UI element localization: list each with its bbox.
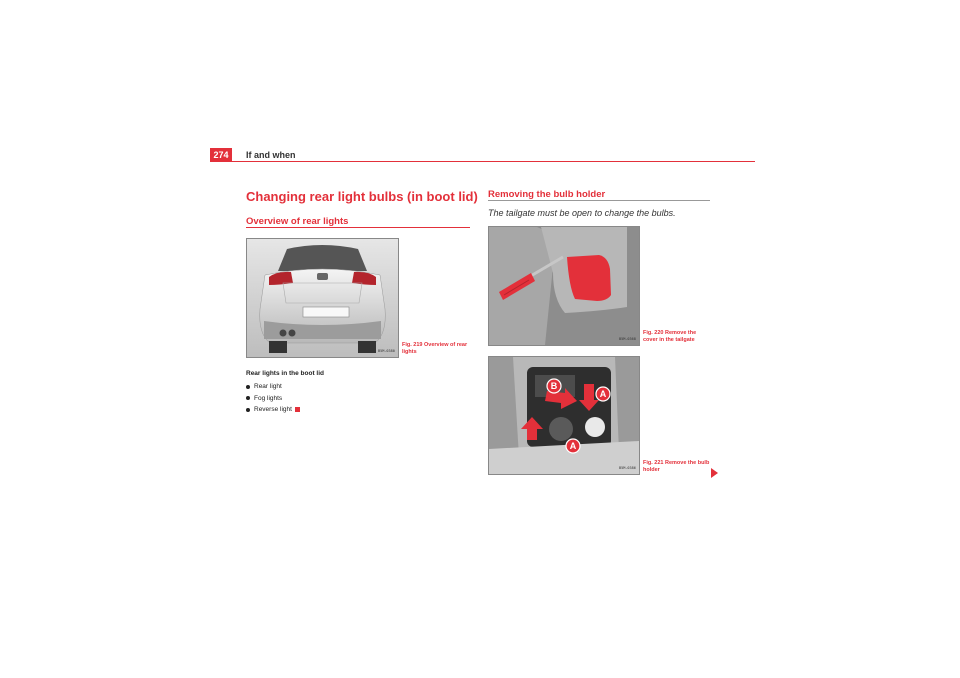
section-title-overview: Overview of rear lights xyxy=(246,216,349,227)
figure-221-caption: Fig. 221 Remove the bulb holder xyxy=(643,460,710,473)
svg-text:A: A xyxy=(569,441,577,451)
bullet-icon xyxy=(246,408,250,412)
bulb-holder-illustration xyxy=(489,357,639,474)
chapter-title: Changing rear light bulbs (in boot lid) xyxy=(246,189,478,204)
section-rule xyxy=(246,227,470,228)
figure-220-caption: Fig. 220 Remove the cover in the tailgate xyxy=(643,330,697,343)
list-item: Reverse light xyxy=(246,404,300,416)
figure-code: B5M-0386 xyxy=(619,466,636,470)
bullet-icon xyxy=(246,396,250,400)
list-item: Fog lights xyxy=(246,393,300,405)
section-title-bulb-holder: Removing the bulb holder xyxy=(488,189,606,200)
car-rear-illustration xyxy=(247,239,398,357)
figure-code: B5M-0380 xyxy=(378,349,395,353)
svg-text:B: B xyxy=(550,381,558,391)
figure-221 xyxy=(488,356,640,475)
list-item: Rear light xyxy=(246,381,300,393)
section-rule xyxy=(488,200,710,201)
header-rule xyxy=(210,161,755,162)
figure-220 xyxy=(488,226,640,346)
svg-text:A: A xyxy=(599,389,607,399)
figure-219-caption: Fig. 219 Overview of rear lights xyxy=(402,342,468,355)
section-end-icon xyxy=(295,407,300,412)
page-number: 274 xyxy=(210,148,232,162)
figure-219 xyxy=(246,238,399,358)
continue-arrow-icon xyxy=(711,468,718,478)
tailgate-cover-illustration xyxy=(489,227,639,345)
bullet-icon xyxy=(246,385,250,389)
running-head: If and when xyxy=(246,150,296,160)
rear-lights-list xyxy=(246,381,300,416)
figure-code: B5M-0368 xyxy=(619,337,636,341)
list-title: Rear lights in the boot lid xyxy=(246,370,324,377)
intro-text: The tailgate must be open to change the bulbs. xyxy=(488,208,676,218)
